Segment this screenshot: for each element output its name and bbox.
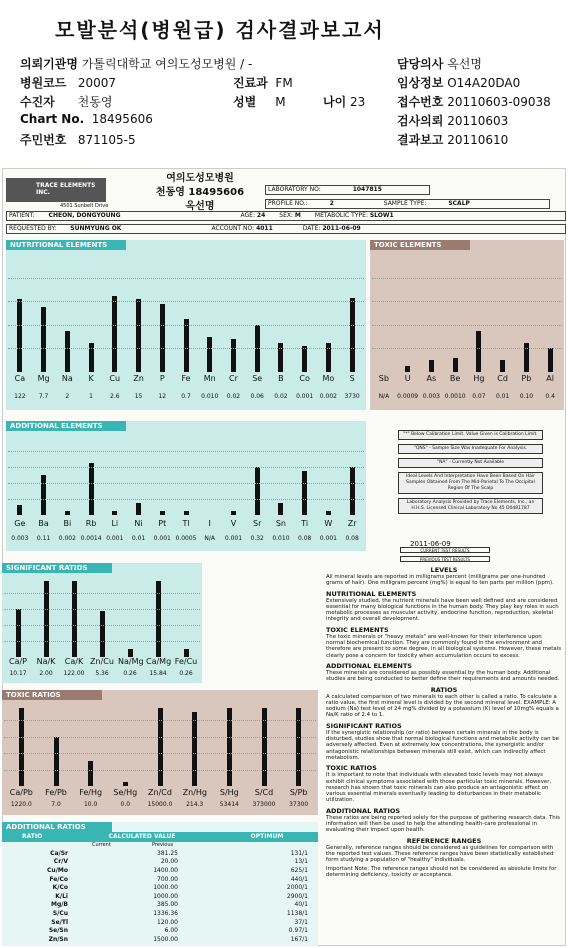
nutritional-bar — [326, 343, 331, 373]
ratio-row — [2, 918, 312, 927]
nutritional-label: Se — [252, 374, 263, 383]
additional-bar — [65, 511, 70, 515]
hospital-code-value: 20007 — [77, 76, 117, 90]
additional-label: Rb — [85, 519, 97, 528]
requested-box: REQUESTED BY: SUNMYUNG OK ACCOUNT NO: 4011 DATE: 2011-06-09 — [6, 224, 566, 234]
lab-no-box: LABORATORY NO: 1047815 — [265, 185, 430, 195]
nutritional-bar — [160, 304, 165, 372]
toxic-ratios-value: 10.0 — [83, 801, 98, 808]
patient-name-label: 수진자 — [20, 95, 55, 109]
ratio-cell: Mg/B — [50, 901, 68, 909]
header-middle — [233, 74, 293, 112]
additional-bar — [350, 467, 355, 515]
hospital-code-label: 병원코드 — [20, 76, 67, 90]
ratio-row — [2, 935, 312, 944]
ratio-cell: Fe/Co — [49, 875, 68, 883]
nutritional-value: 2 — [65, 393, 70, 400]
ratio-cell — [182, 892, 222, 901]
toxic-bar — [453, 358, 458, 372]
additional-bar — [160, 511, 165, 515]
ratio-cell: 20.00 — [160, 858, 178, 866]
additional-value: 0.001 — [153, 535, 171, 542]
additional-label: Ge — [14, 519, 26, 528]
patient-box: PATIENT: CHEON, DONGYOUNG AGE: 24 SEX: M METABOLIC TYPE: SLOW1 — [6, 211, 566, 221]
toxic-ratios-label: Zn/Hg — [182, 788, 207, 797]
ratio-row — [2, 901, 312, 910]
nutritional-gridline — [8, 348, 364, 349]
ratio-cell — [182, 926, 222, 935]
interp-heading: ADDITIONAL ELEMENTS — [326, 661, 412, 670]
ratio-cell: 1500.00 — [153, 935, 178, 943]
additional-label: V — [230, 519, 237, 528]
interp-text: These ratios are being reported solely for the purpose of gathering research data. This information will then be used to help the attending health-care professional in evaluating their impact upon health. — [326, 814, 560, 834]
ratio-cell — [182, 918, 222, 927]
toxic-label: Cd — [497, 374, 508, 383]
significant-value: 15.84 — [149, 670, 167, 677]
toxic-ratios-label: S/Cd — [254, 788, 274, 797]
interp-heading: NUTRITIONAL ELEMENTS — [326, 589, 417, 598]
significant-bar — [128, 649, 133, 657]
report-date-label: 결과보고 — [397, 133, 444, 147]
significant-value: 0.26 — [123, 670, 137, 677]
toxic-ratios-label: Ca/Pb — [9, 788, 33, 797]
chart-no-value: 18495606 — [91, 112, 153, 126]
nutritional-label: Mn — [203, 374, 216, 383]
toxic-label: Sb — [378, 374, 389, 383]
toxic-ratios-bar — [123, 782, 128, 786]
interp-text: The toxic minerals or "heavy metals" are well-known for their interference upon normal biochemical function. They are commonly found in the environment and therefore are present to some degree, in all biological systems. However, these metals clearly pose a concern for toxicity when accumulation occurs to excess. — [326, 633, 562, 659]
significant-gridline — [4, 641, 200, 642]
additional-label: Ni — [134, 519, 143, 528]
additional-bar — [231, 511, 236, 515]
interp-text: If the synergistic relationship (or ratio) between certain minerals in the body is disturbed, studies show that normal biological functions and metabolic activity can be adversely affected. Even at extremely low concentrations, the synergistic and/or antagonistic relationships between minerals still exist, which can indirectly affect metabolism. — [326, 729, 559, 761]
nutritional-value: 0.06 — [250, 393, 264, 400]
ratio-cell: 131/1 — [290, 849, 308, 857]
additional-label: W — [324, 519, 333, 528]
additional-bar — [278, 503, 283, 515]
ratio-cell: 385.00 — [157, 901, 178, 909]
toxic-ratios-gridline — [4, 720, 316, 721]
ratio-cell — [182, 883, 222, 892]
header-age — [323, 93, 365, 110]
interp-text: It is important to note that individuals with elevated toxic levels may not always exhibit clinical symptoms associated with those particular toxic minerals. However, research has shown that toxic minerals can also produce an antagonistic effect on various essential minerals eventually leading to disturbances in their metabolic utilization. — [326, 772, 552, 804]
toxic-ratios-bar — [54, 737, 59, 786]
important-note: Important Note: The reference ranges should not be considered as absolute limits for determining deficiency, toxicity or acceptance. — [326, 865, 557, 878]
toxic-ratios-value: 214.3 — [186, 801, 204, 808]
ratio-cell: K/Co — [52, 884, 68, 892]
toxic-value: 0.0010 — [444, 393, 466, 400]
interp-text: Extensively studied, the nutrient minerals have been well defined and are considered essential for many biological functions in the human body. They play key roles in such metabolic processes as muscular activity, endocrine function, reproduction, skeletal integrity and overall development. — [326, 597, 559, 623]
ratio-cell: S/Cu — [52, 909, 68, 917]
toxic-ratios-label: Fe/Hg — [79, 788, 103, 797]
ratio-cell: 2900/1 — [286, 892, 308, 900]
interp-heading: ADDITIONAL RATIOS — [326, 806, 401, 815]
interp-heading: SIGNIFICANT RATIOS — [326, 721, 402, 730]
additional-bar — [41, 475, 46, 515]
nutritional-value: 122 — [14, 393, 26, 400]
toxic-label: As — [426, 374, 437, 383]
handwritten-annotation: 여의도성모병원 천동영 18495606 옥선명 — [155, 173, 245, 212]
ratio-cell: Cu/Mo — [47, 866, 68, 874]
toxic-gridline — [372, 348, 562, 349]
nutritional-label: Cu — [109, 374, 121, 383]
additional-label: Sn — [275, 519, 286, 528]
interp-text: All mineral levels are reported in milligrams percent (milligrams per one-hundred grams of hair). One milligram percent (mg%) is equal to ten parts per million (ppm). — [326, 574, 554, 587]
ratio-cell: 13/1 — [294, 858, 308, 866]
toxic-label: Hg — [473, 374, 485, 383]
doctor-label: 담당의사 — [397, 57, 444, 71]
significant-value: 122.00 — [63, 670, 85, 677]
toxic-value: 0.01 — [495, 393, 510, 400]
nutritional-bar — [136, 299, 141, 372]
nutritional-label: Co — [299, 374, 310, 383]
significant-title: SIGNIFICANT RATIOS — [2, 563, 112, 573]
ratio-cell: 37/1 — [294, 918, 308, 926]
interp-text: These minerals are considered as possibly essential by the human body. Additional studies are being conducted to better define their requirements and amounts needed. — [326, 669, 560, 683]
report-date-value: 20110610 — [447, 133, 509, 147]
toxic-ratios-label: S/Hg — [219, 788, 239, 797]
significant-label: Na/K — [36, 657, 56, 666]
toxic-ratios-value: 53414 — [219, 801, 239, 808]
nutritional-gridline — [8, 278, 364, 279]
significant-label: Ca/Mg — [146, 657, 172, 666]
nutritional-bar — [184, 319, 189, 372]
clinical-info-label: 임상정보 — [397, 76, 444, 90]
ratio-cell: 40/1 — [294, 901, 308, 909]
lab-address: 4501 Sunbelt Drive — [60, 203, 109, 209]
interp-heading: REFERENCE RANGES — [406, 836, 482, 845]
ratio-cell: Ca/Sr — [50, 849, 68, 857]
ratio-cell — [182, 901, 222, 910]
ratio-cell — [182, 875, 222, 884]
additional-gridline — [8, 467, 364, 468]
ratio-cell: Se/Tl — [51, 918, 68, 926]
significant-gridline — [4, 593, 200, 594]
ratio-cell: 700.00 — [157, 875, 178, 883]
additional-value: 0.01 — [131, 535, 146, 542]
ratio-cell: 0.97/1 — [288, 927, 308, 935]
ratios-table — [2, 849, 312, 944]
nutritional-value: 0.010 — [201, 393, 219, 400]
nutritional-bar — [302, 346, 307, 372]
interpretation-column — [326, 563, 562, 940]
toxic-ratios-title: TOXIC RATIOS — [2, 690, 102, 700]
interp-heading: TOXIC RATIOS — [326, 764, 377, 773]
ratio-cell: 1400.00 — [153, 866, 178, 874]
additional-value: 0.11 — [36, 535, 51, 542]
toxic-ratios-gridline — [4, 737, 316, 738]
additional-label: Tl — [182, 519, 190, 528]
toxic-ratios-label: Se/Hg — [113, 788, 138, 797]
toxic-ratios-label: Zn/Cd — [148, 788, 172, 797]
toxic-ratios-gridline — [4, 753, 316, 754]
ratio-cell: 625/1 — [290, 866, 308, 874]
nutritional-bar — [112, 296, 117, 372]
ratio-row — [2, 883, 312, 892]
toxic-ratios-value: 7.0 — [51, 801, 61, 808]
significant-label: Fe/Cu — [174, 657, 198, 666]
ratio-cell — [182, 866, 222, 875]
additional-bar — [89, 463, 94, 515]
additional-label: I — [208, 519, 211, 528]
header-left — [20, 55, 252, 150]
additional-bar — [112, 511, 117, 515]
institution-label: 의뢰기관명 — [20, 57, 78, 71]
department-label: 진료과 — [233, 76, 268, 90]
additional-bar — [302, 471, 307, 515]
nutritional-value: 0.7 — [181, 393, 191, 400]
toxic-bar — [500, 360, 505, 372]
toxic-ratios-gridline — [4, 770, 316, 771]
additional-label: Li — [111, 519, 119, 528]
toxic-ratios-value: 373000 — [252, 801, 276, 808]
additional-label: Pt — [158, 519, 167, 528]
additional-value: 0.001 — [106, 535, 124, 542]
ratio-cell: K/Li — [55, 892, 68, 900]
additional-gridline — [8, 483, 364, 484]
significant-label: Na/Mg — [118, 657, 144, 666]
patient-name-value: 천동영 — [77, 95, 113, 109]
nutritional-value: 7.7 — [38, 393, 49, 400]
additional-value: 0.32 — [250, 535, 264, 542]
additional-label: Ba — [38, 519, 49, 528]
nutritional-value: 0.02 — [274, 393, 288, 400]
nutritional-bar — [350, 298, 355, 372]
ratios-subheader: Current Previous — [92, 842, 174, 848]
ratio-row — [2, 866, 312, 875]
significant-bar — [16, 609, 21, 657]
additional-bar — [255, 467, 260, 515]
toxic-ratios-label: S/Pb — [289, 788, 308, 797]
significant-value: 10.17 — [9, 670, 27, 677]
request-date-value: 20110603 — [447, 114, 509, 128]
additional-gridline — [8, 499, 364, 500]
toxic-ratios-value: 1220.0 — [10, 801, 32, 808]
ratio-cell: 6.00 — [164, 927, 178, 935]
interp-heading: RATIOS — [430, 685, 458, 694]
nutritional-value: 3730 — [344, 393, 360, 400]
toxic-value: 0.4 — [545, 393, 555, 400]
ratio-cell: Cr/V — [53, 858, 68, 866]
ratio-cell: 381.25 — [157, 849, 178, 857]
significant-label: Zn/Cu — [90, 657, 114, 666]
ratios-header: RATIO CALCULATED VALUE OPTIMUM — [2, 832, 318, 842]
additional-value: 0.0014 — [80, 535, 102, 542]
additional-gridline — [8, 451, 364, 452]
department-value: FM — [275, 76, 293, 90]
nutritional-label: Zn — [133, 374, 144, 383]
nutritional-label: Ca — [14, 374, 26, 383]
toxic-bar — [524, 343, 529, 373]
additional-label: Ti — [301, 519, 309, 528]
significant-value: 5.36 — [95, 670, 109, 677]
nutritional-gridline — [8, 325, 364, 326]
toxic-value: 0.003 — [422, 393, 440, 400]
nutritional-value: 1 — [89, 393, 93, 400]
test-date: 2011-06-09 — [410, 540, 451, 548]
toxic-title: TOXIC ELEMENTS — [370, 240, 470, 250]
nutritional-label: Fe — [181, 374, 191, 383]
additional-bar — [17, 505, 22, 515]
toxic-gridline — [372, 301, 562, 302]
resident-no-value: 871105-5 — [77, 133, 136, 147]
toxic-bar — [405, 366, 410, 372]
ratio-row — [2, 909, 312, 918]
nutritional-label: S — [349, 374, 355, 383]
receipt-no-value: 20110603-09038 — [447, 95, 551, 109]
clinical-info-value: O14A20DA0 — [447, 76, 521, 90]
toxic-label: Be — [449, 374, 461, 383]
additional-ratios-title: ADDITIONAL RATIOS — [2, 822, 112, 832]
additional-value: 0.010 — [272, 535, 290, 542]
nutritional-bar — [41, 307, 46, 372]
toxic-label: Pb — [521, 374, 532, 383]
nutritional-value: 12 — [158, 393, 167, 400]
ratio-row — [2, 858, 312, 867]
additional-bar — [184, 511, 189, 515]
nutritional-value: 0.02 — [226, 393, 241, 400]
nutritional-value: 0.001 — [296, 393, 314, 400]
additional-value: 0.001 — [224, 535, 243, 542]
additional-value: 0.003 — [11, 535, 29, 542]
toxic-bar — [548, 348, 553, 372]
ratio-row — [2, 875, 312, 884]
significant-value: 0.26 — [179, 670, 193, 677]
nutritional-label: Cr — [229, 374, 238, 383]
nutritional-bar — [231, 339, 236, 372]
nutritional-label: Mg — [37, 374, 50, 383]
interp-text: A calculated comparison of two minerals to each other is called a ratio. To calculate a ratio value, the first mineral level is divided by the second mineral level. EXAMPLE: A sodium (Na) test level of 24 mg% divided by a potassium (K) level of 10mg% equals a Na/K ratio of 2.4 to 1. — [326, 693, 559, 719]
ratio-cell — [182, 935, 222, 944]
ratio-cell — [182, 849, 222, 858]
legend-notes: "*" Below Calibration Limit. Value Given is Calibration Limit. "QNS" - Sample Size Was Inadequate For Analysis. "NA" - Currently Not Available Ideal Levels And Interpretation Have Been Based On Hair Samples Obtained From The Mid-Parietal To The Occipital Region Of The Scalp Laboratory Analysis Provided by Trace Elements, Inc., an H.H.S. Licensed Clinical Laboratory No 45 D0481787 — [378, 430, 563, 530]
additional-label: Sr — [253, 519, 262, 528]
ratio-cell: 167/1 — [290, 935, 308, 943]
significant-label: Ca/K — [64, 657, 84, 666]
doctor-value: 옥선명 — [447, 57, 482, 71]
toxic-gridline — [372, 325, 562, 326]
nutritional-value: 15 — [134, 393, 143, 400]
nutritional-value: 2.6 — [110, 393, 120, 400]
toxic-ratios-value: 0.0 — [120, 801, 131, 808]
current-results-label: CURRENT TEST RESULTS — [400, 547, 490, 553]
additional-title: ADDITIONAL ELEMENTS — [6, 421, 126, 431]
toxic-label: Al — [546, 374, 554, 383]
nutritional-bar — [89, 343, 94, 373]
receipt-no-label: 접수번호 — [397, 95, 444, 109]
ratio-cell: 1000.00 — [153, 884, 178, 892]
nutritional-bar — [207, 337, 212, 372]
toxic-value: 0.07 — [472, 393, 486, 400]
toxic-value: 0.10 — [519, 393, 534, 400]
additional-value: 0.08 — [297, 535, 312, 542]
significant-value: 2.00 — [39, 670, 53, 677]
significant-bar — [184, 649, 189, 657]
nutritional-label: K — [88, 374, 94, 383]
ratio-row — [2, 849, 312, 858]
ratio-cell — [182, 858, 222, 867]
previous-results-label: PREVIOUS TEST RESULTS — [400, 556, 490, 562]
significant-gridline — [4, 625, 200, 626]
significant-bar — [100, 611, 105, 657]
toxic-bar — [429, 360, 434, 372]
header-right — [397, 55, 551, 150]
toxic-value: 0.0009 — [397, 393, 419, 400]
request-date-label: 검사의뢰 — [397, 114, 444, 128]
toxic-value: N/A — [378, 393, 390, 400]
toxic-ratios-value: 37300 — [289, 801, 309, 808]
ratio-cell: Se/Sn — [48, 927, 68, 935]
ratio-cell: 440/1 — [290, 875, 308, 883]
additional-value: 0.0005 — [175, 535, 197, 542]
interp-heading: TOXIC ELEMENTS — [326, 625, 389, 634]
age-value: 23 — [350, 95, 366, 109]
additional-label: Zr — [347, 519, 357, 528]
ratio-row — [2, 926, 312, 935]
ratio-row — [2, 892, 312, 901]
ratio-cell: 1138/1 — [286, 909, 308, 917]
chart-no-label: Chart No. — [20, 112, 85, 126]
additional-bar — [326, 511, 331, 515]
additional-value: 0.08 — [345, 535, 359, 542]
additional-value: 0.002 — [58, 535, 76, 542]
toxic-ratios-bar — [192, 712, 197, 786]
ratio-cell — [182, 909, 222, 918]
ratio-cell: Zn/Sn — [48, 935, 68, 943]
nutritional-bar — [17, 299, 22, 372]
report-title: 모발분석(병원급) 검사결과보고서 — [55, 18, 385, 42]
nutritional-bar — [278, 343, 283, 373]
nutritional-gridline — [8, 301, 364, 302]
nutritional-bar — [65, 331, 70, 372]
additional-label: Bi — [63, 519, 72, 528]
significant-gridline — [4, 609, 200, 610]
toxic-gridline — [372, 278, 562, 279]
ratio-cell: 1336.36 — [153, 909, 178, 917]
sex-value: M — [275, 95, 286, 109]
nutritional-title: NUTRITIONAL ELEMENTS — [6, 240, 126, 250]
interp-heading: LEVELS — [430, 566, 458, 574]
nutritional-value: 0.002 — [319, 393, 337, 400]
nutritional-label: B — [278, 374, 284, 383]
age-label: 나이 — [323, 95, 347, 109]
toxic-ratios-value: 15000.0 — [147, 801, 173, 808]
nutritional-label: P — [159, 374, 165, 383]
nutritional-label: Na — [61, 374, 73, 383]
additional-value: 0.001 — [319, 535, 337, 542]
ratio-cell: 2000/1 — [286, 884, 308, 892]
ratio-cell: 1000.00 — [153, 892, 178, 900]
profile-box: PROFILE NO.: 2 SAMPLE TYPE: SCALP — [265, 199, 550, 209]
toxic-ratios-bar — [88, 761, 93, 786]
toxic-label: U — [404, 374, 411, 383]
institution-value: 가톨릭대학교 여의도성모병원 / - — [81, 57, 253, 71]
toxic-ratios-label: Fe/Pb — [45, 788, 67, 797]
lab-logo: TRACE ELEMENTS INC. — [6, 178, 106, 202]
additional-bar — [136, 503, 141, 515]
interp-text: Generally, reference ranges should be considered as guidelines for comparison with the reported test values. These reference ranges have been statistically established form studying a population of "healthy" individuals. — [326, 844, 554, 864]
resident-no-label: 주민번호 — [20, 133, 67, 147]
significant-label: Ca/P — [8, 657, 27, 666]
nutritional-label: Mo — [322, 374, 335, 383]
additional-value: N/A — [204, 535, 216, 542]
additional-ratios-panel — [2, 822, 318, 946]
sex-label: 성별 — [233, 95, 257, 109]
ratio-cell: 120.00 — [157, 918, 178, 926]
toxic-bar — [476, 331, 481, 372]
additional-panel — [6, 421, 366, 551]
